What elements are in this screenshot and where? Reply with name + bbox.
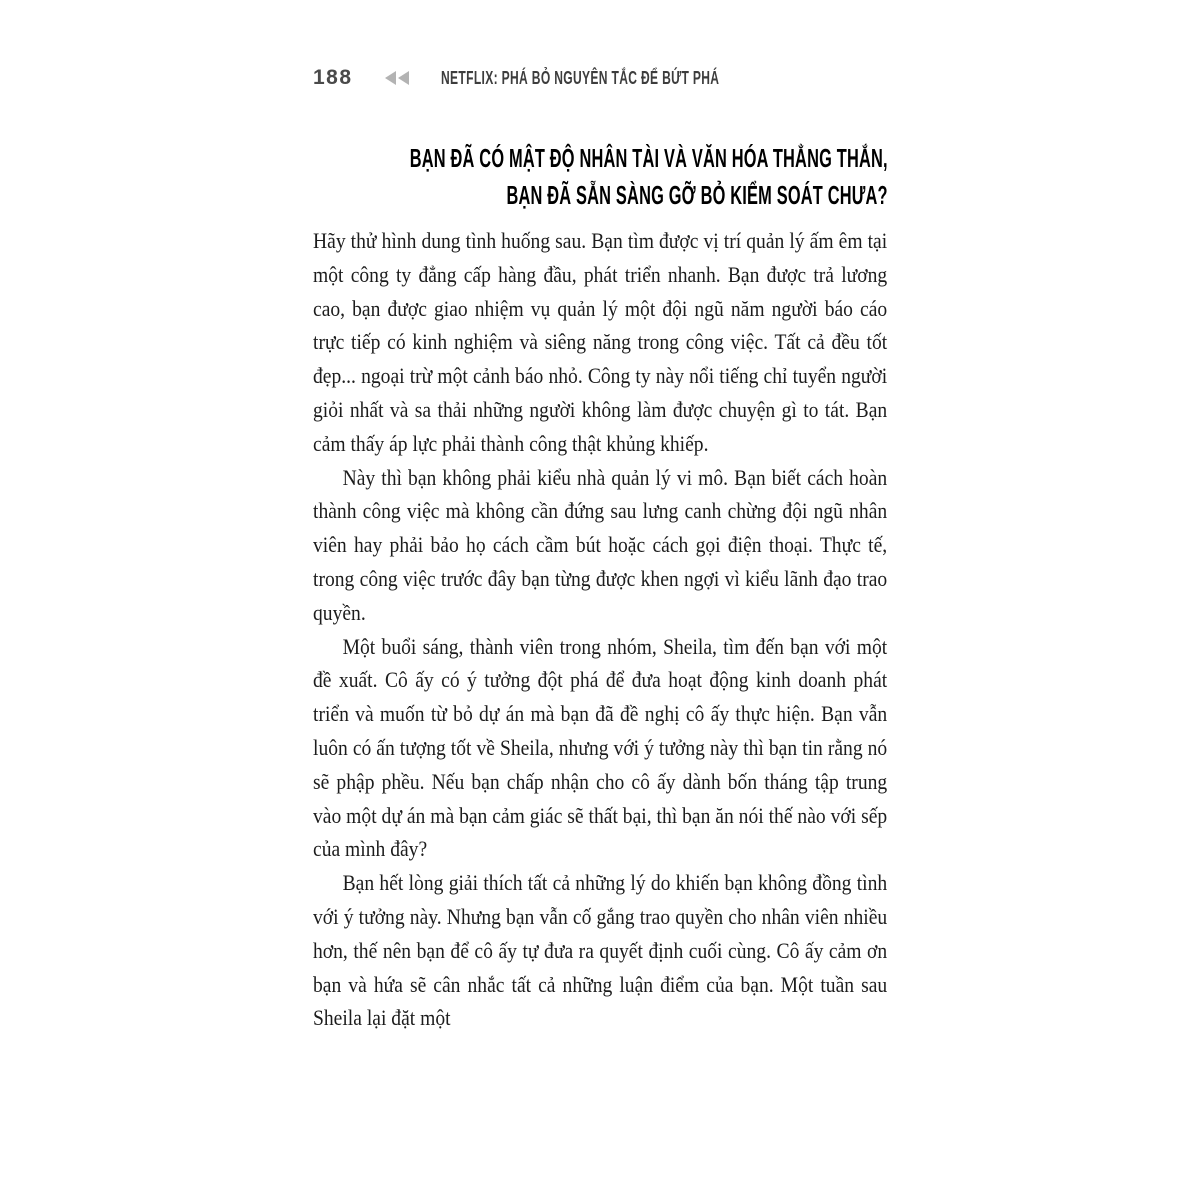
page-header [313,66,856,90]
page-number: 188 [313,66,353,89]
section-heading-line-1: BẠN ĐÃ CÓ MẬT ĐỘ NHÂN TÀI VÀ VĂN HÓA THẲNG THẮN, [409,143,888,173]
paragraph-2: Này thì bạn không phải kiểu nhà quản lý vi mô. Bạn biết cách hoàn thành công việc mà không cần đứng sau lưng canh chừng đội ngũ nhân viên hay phải bảo họ cách cầm bút hoặc cách gọi điện thoại. Thực tế, trong công việc trước đây bạn từng được khen ngợi vì kiểu lãnh đạo trao quyền. [313,464,888,625]
paragraph-1: Hãy thử hình dung tình huống sau. Bạn tìm được vị trí quản lý ấm êm tại một công ty đẳng cấp hàng đầu, phát triển nhanh. Bạn được trả lương cao, bạn được giao nhiệm vụ quản lý một đội ngũ năm người báo cáo trực tiếp có kinh nghiệm và siêng năng trong công việc. Tất cả đều tốt đẹp... ngoại trừ một cảnh báo nhỏ. Công ty này nổi tiếng chỉ tuyển người giỏi nhất và sa thải những người không làm được chuyện gì to tát. Bạn cảm thấy áp lực phải thành công thật khủng khiếp. [313,228,888,456]
running-book-title: NETFLIX: PHÁ BỎ NGUYÊN TẮC ĐỂ BỨT PHÁ [440,67,719,88]
paragraph-3: Một buổi sáng, thành viên trong nhóm, Sheila, tìm đến bạn với một đề xuất. Cô ấy có ý tưởng đột phá để đưa hoạt động kinh doanh phát triển và muốn từ bỏ dự án mà bạn đã đề nghị cô ấy thực hiện. Bạn vẫn luôn có ấn tượng tốt về Sheila, nhưng với ý tưởng này thì bạn tin rằng nó sẽ phập phều. Nếu bạn chấp nhận cho cô ấy dành bốn tháng tập trung vào một dự án mà bạn cảm giác sẽ thất bại, thì bạn ăn nói thế nào với sếp của mình đây? [313,633,888,862]
double-left-arrows-icon [385,71,411,85]
body-text-block [313,224,887,1035]
section-heading-line-2: BẠN ĐÃ SẴN SÀNG GỠ BỎ KIỂM SOÁT CHƯA? [506,180,888,210]
paragraph-4: Bạn hết lòng giải thích tất cả những lý do khiến bạn không đồng tình với ý tưởng này. Nhưng bạn vẫn cố gắng trao quyền cho nhân viên nhiều hơn, thế nên bạn để cô ấy tự đưa ra quyết định cuối cùng. Cô ấy cảm ơn bạn và hứa sẽ cân nhắc tất cả những luận điểm của bạn. Một tuần sau Sheila lại đặt một [313,870,888,1031]
section-heading [129,140,888,214]
